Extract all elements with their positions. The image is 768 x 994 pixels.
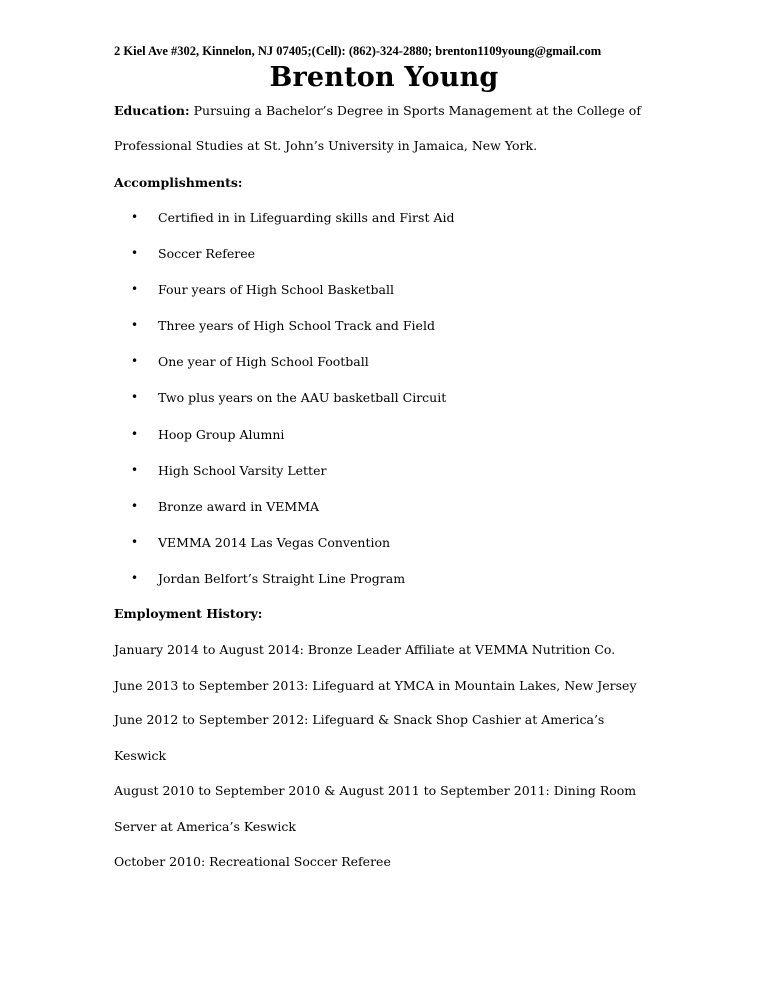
accomplishment-item: Hoop Group Alumni [158, 427, 285, 442]
accomplishment-item: One year of High School Football [158, 354, 369, 369]
education-text-1: Pursuing a Bachelor’s Degree in Sports Management at the College of [193, 103, 641, 118]
employment-line: October 2010: Recreational Soccer Referee [114, 854, 391, 869]
bullet-icon: • [131, 246, 139, 260]
bullet-icon: • [131, 390, 139, 404]
education-text-2: Professional Studies at St. John’s University in Jamaica, New York. [114, 138, 538, 153]
accomplishment-item: Two plus years on the AAU basketball Circuit [158, 390, 447, 405]
bullet-icon: • [131, 210, 139, 224]
accomplishment-item: Certified in in Lifeguarding skills and First Aid [158, 210, 455, 225]
accomplishment-item: Four years of High School Basketball [158, 282, 394, 297]
accomplishments-heading: Accomplishments: [114, 175, 243, 190]
bullet-icon: • [131, 354, 139, 368]
resume-name: Brenton Young [269, 62, 499, 93]
bullet-icon: • [131, 282, 139, 296]
accomplishment-item: Three years of High School Track and Field [158, 318, 435, 333]
accomplishment-item: Jordan Belfort’s Straight Line Program [158, 571, 406, 586]
accomplishment-item: Soccer Referee [158, 246, 256, 261]
employment-line: August 2010 to September 2010 & August 2011 to September 2011: Dining Room [114, 783, 637, 798]
contact-info: 2 Kiel Ave #302, Kinnelon, NJ 07405;(Cell): (862)-324-2880; brenton1109young@gmail.com [114, 44, 602, 58]
employment-line: June 2012 to September 2012: Lifeguard & Snack Shop Cashier at America’s [114, 712, 605, 727]
accomplishment-item: High School Varsity Letter [158, 463, 327, 478]
education-line-1 [114, 103, 641, 118]
bullet-icon: • [131, 463, 139, 477]
accomplishment-item: VEMMA 2014 Las Vegas Convention [158, 535, 391, 550]
education-label: Education: [114, 103, 190, 118]
bullet-icon: • [131, 427, 139, 441]
bullet-icon: • [131, 318, 139, 332]
employment-line: June 2013 to September 2013: Lifeguard at YMCA in Mountain Lakes, New Jersey [114, 678, 637, 693]
bullet-icon: • [131, 535, 139, 549]
employment-line: Server at America’s Keswick [114, 819, 296, 834]
employment-heading: Employment History: [114, 606, 263, 621]
bullet-icon: • [131, 571, 139, 585]
bullet-icon: • [131, 499, 139, 513]
accomplishment-item: Bronze award in VEMMA [158, 499, 320, 514]
employment-line: Keswick [114, 748, 167, 763]
employment-line: January 2014 to August 2014: Bronze Leader Affiliate at VEMMA Nutrition Co. [114, 642, 616, 657]
